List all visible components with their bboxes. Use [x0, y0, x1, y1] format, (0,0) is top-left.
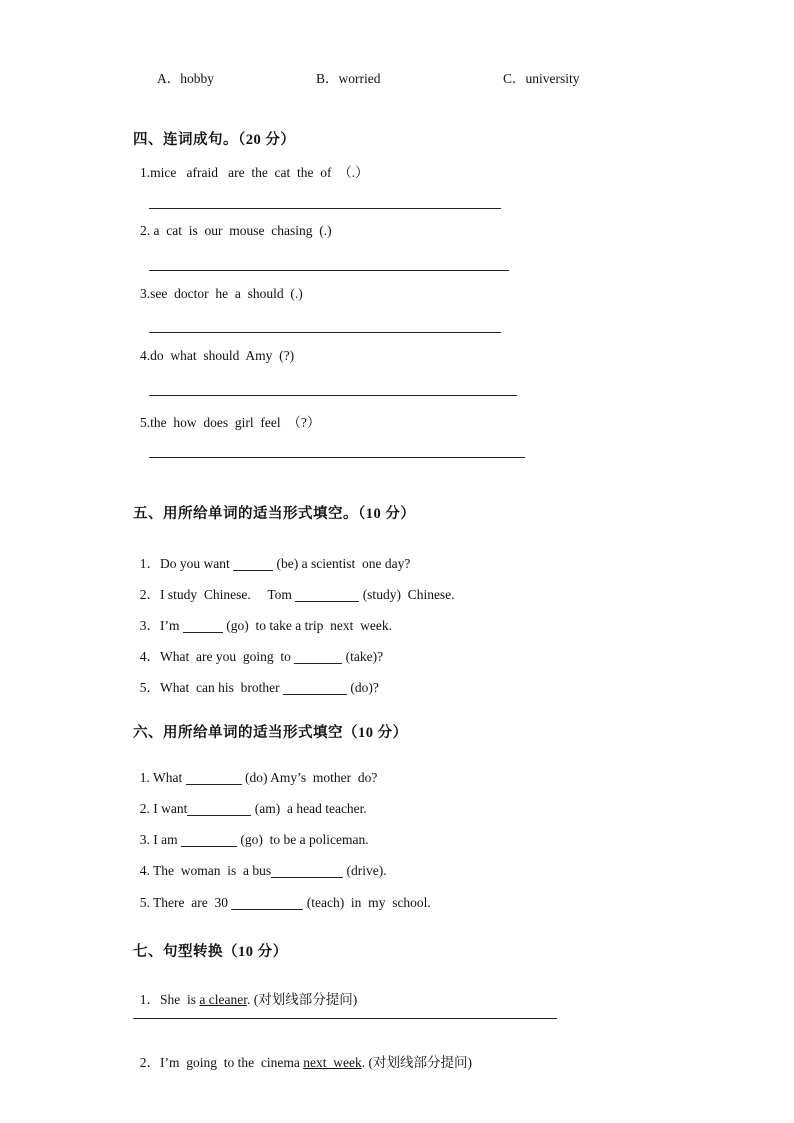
s6-question-3	[133, 816, 369, 848]
s6-q1-after: (do) Amy’s mother do?	[245, 770, 378, 785]
s7-question-1	[133, 972, 357, 1008]
option-a: A．hobby	[157, 71, 214, 86]
s5-q3-after: (go) to take a trip next week.	[226, 618, 392, 633]
option-b: B．worried	[316, 71, 381, 86]
s6-q3-before: 3. I am	[139, 832, 178, 847]
s4-answer-line-2[interactable]	[149, 270, 509, 271]
s7-q2-before: 2．I’m going to the cinema	[139, 1055, 300, 1070]
s6-q1-before: 1. What	[139, 770, 183, 785]
s5-question-5	[133, 660, 379, 696]
s6-q5-blank[interactable]	[231, 895, 303, 910]
s6-q4-after: (drive).	[346, 863, 387, 878]
s4-question-3: 3.see doctor he a should (.)	[140, 286, 303, 301]
s5-q5-after: (do)?	[350, 680, 379, 695]
s4-answer-line-4[interactable]	[149, 395, 517, 396]
s6-q4-blank[interactable]	[271, 863, 343, 878]
s6-question-1	[133, 754, 377, 786]
section-5-title: 五、用所给单词的适当形式填空。（10 分）	[133, 506, 416, 522]
s4-answer-line-1[interactable]	[149, 208, 501, 209]
s6-q2-before: 2. I want	[139, 801, 188, 816]
s4-answer-line-5[interactable]	[149, 457, 525, 458]
section-6-title: 六、用所给单词的适当形式填空（10 分）	[133, 725, 408, 741]
s6-q3-blank[interactable]	[181, 832, 237, 847]
s6-question-4	[133, 847, 387, 879]
s7-q2-after: . (对划线部分提问)	[361, 1055, 472, 1070]
s6-q5-after: (teach) in my school.	[306, 895, 431, 910]
s7-answer-line-1[interactable]	[133, 1018, 557, 1019]
s5-q1-before: 1．Do you want	[139, 556, 230, 571]
s5-q2-after: (study) Chinese.	[362, 587, 455, 602]
s4-question-1: 1.mice afraid are the cat the of （.）	[140, 165, 369, 180]
s6-q5-before: 5. There are 30	[139, 895, 228, 910]
s5-q4-after: (take)?	[345, 649, 384, 664]
s7-q2-underlined: next week	[303, 1055, 362, 1070]
s6-q3-after: (go) to be a policeman.	[240, 832, 369, 847]
s5-q2-before: 2．I study Chinese. Tom	[139, 587, 292, 602]
s7-q1-after: . (对划线部分提问)	[246, 992, 358, 1007]
s5-q5-blank[interactable]	[283, 680, 347, 695]
s6-q2-blank[interactable]	[187, 801, 251, 816]
s5-q5-before: 5．What can his brother	[139, 680, 280, 695]
s6-question-2	[133, 785, 367, 817]
s4-answer-line-3[interactable]	[149, 332, 501, 333]
s6-q4-before: 4. The woman is a bus	[139, 863, 272, 878]
s4-question-5: 5.the how does girl feel （?）	[140, 415, 321, 430]
s6-q1-blank[interactable]	[186, 770, 242, 785]
s7-question-2	[133, 1035, 472, 1071]
s6-question-5	[133, 879, 431, 911]
section-4-title: 四、连词成句。（20 分）	[133, 132, 296, 148]
s4-question-2: 2. a cat is our mouse chasing (.)	[140, 223, 332, 238]
s4-question-4: 4.do what should Amy (?)	[140, 348, 295, 363]
s5-q1-after: (be) a scientist one day?	[276, 556, 411, 571]
s5-q4-before: 4．What are you going to	[139, 649, 291, 664]
s6-q2-after: (am) a head teacher.	[254, 801, 367, 816]
section-7-title: 七、句型转换（10 分）	[133, 944, 288, 960]
option-c: C．university	[503, 71, 580, 86]
s5-q3-before: 3．I’m	[139, 618, 180, 633]
s7-q1-before: 1．She is	[139, 992, 197, 1007]
s7-q1-underlined: a cleaner	[199, 992, 247, 1007]
